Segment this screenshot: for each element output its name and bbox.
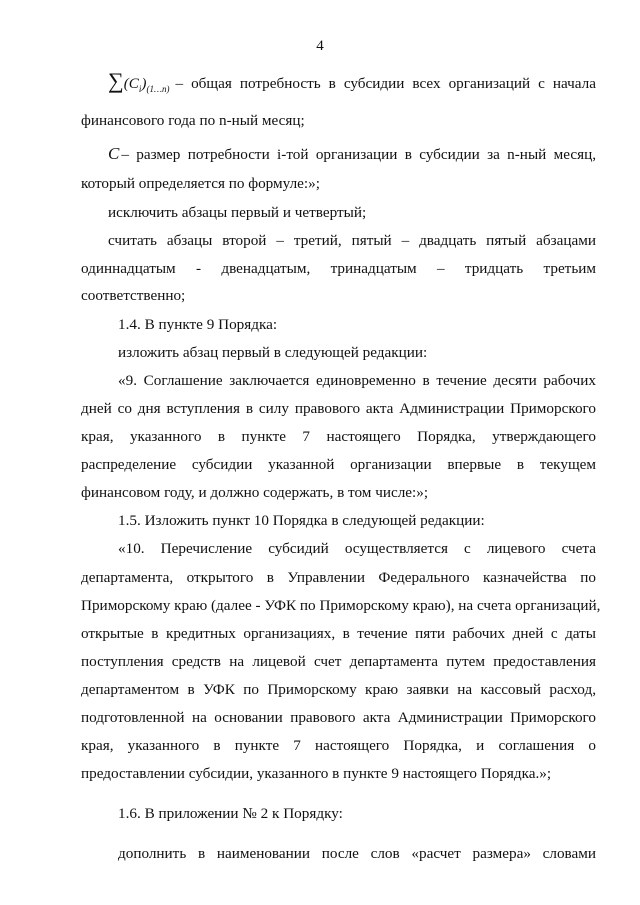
formula-description-cont: финансового года по n-ный месяц; — [81, 112, 305, 129]
c-description-cont: который определяется по формуле:»; — [81, 175, 320, 192]
paragraph-consider-line3: соответственно; — [81, 287, 186, 304]
paragraph-1-4-sub: изложить абзац первый в следующей редакции: — [118, 344, 428, 361]
paragraph-9-line2: дней со дня вступления в силу правового акта Администрации Приморского — [81, 400, 596, 417]
c-symbol: С — [108, 144, 120, 163]
page-number: 4 — [316, 38, 324, 54]
paragraph-10-line1: «10. Перечисление субсидий осуществляется с лицевого счета — [118, 540, 596, 557]
paragraph-consider-line2: одиннадцатым - двенадцатым, тринадцатым – тридцать третьим — [81, 260, 596, 277]
formula-symbol: (C — [123, 75, 139, 92]
paragraph-10-line2: департамента, открытого в Управлении Федерального казначейства по — [81, 569, 596, 586]
paragraph-10-line5: поступления средств на лицевой счет департамента путем предоставления — [81, 653, 596, 670]
paragraph-10-line9: предоставлении субсидии, указанного в пункте 9 настоящего Порядка.»; — [81, 765, 552, 782]
formula-description: – общая потребность в субсидии всех организаций с начала — [175, 75, 596, 92]
heading-1-5: 1.5. Изложить пункт 10 Порядка в следующей редакции: — [118, 512, 485, 529]
paragraph-10-line8: края, указанного в пункте 7 настоящего Порядка, и соглашения о — [81, 737, 596, 754]
paragraph-10-line4: открытые в кредитных организациях, в течение пяти рабочих дней с даты — [81, 625, 596, 642]
c-definition-line — [108, 145, 596, 164]
paragraph-9-line5: финансовом году, и должно содержать, в том числе:»; — [81, 484, 429, 501]
paragraph-9-line4: распределение субсидии указанной организации впервые в текущем — [81, 456, 596, 473]
paragraph-9-line1: «9. Соглашение заключается единовременно в течение десяти рабочих — [118, 372, 596, 389]
formula-definition-line — [108, 70, 596, 96]
paragraph-exclude: исключить абзацы первый и четвертый; — [108, 204, 367, 221]
paragraph-10-line7: подготовленной на основании правового акта Администрации Приморского — [81, 709, 596, 726]
paragraph-9-line3: края, указанного в пункте 7 настоящего Порядка, утверждающего — [81, 428, 596, 445]
sigma-symbol: ∑ — [108, 68, 124, 93]
c-description: – размер потребности i-той организации в субсидии за n-ный месяц, — [121, 146, 596, 163]
heading-1-4: 1.4. В пункте 9 Порядка: — [118, 316, 278, 333]
formula-sub-i: i — [138, 84, 142, 94]
paragraph-10-line6: департаментом в УФК по Приморскому краю заявки на кассовый расход, — [81, 681, 596, 698]
formula-subscript: (1…n) — [146, 84, 170, 94]
paragraph-consider-line1: считать абзацы второй – третий, пятый – двадцать пятый абзацами — [108, 232, 596, 249]
formula-close: ) — [141, 75, 147, 92]
sum-formula — [108, 70, 169, 96]
paragraph-10-line3: Приморскому краю (далее - УФК по Приморскому краю), на счета организаций, — [81, 597, 601, 614]
paragraph-1-6-sub: дополнить в наименовании после слов «расчет размера» словами — [118, 845, 596, 862]
heading-1-6: 1.6. В приложении № 2 к Порядку: — [118, 805, 343, 822]
